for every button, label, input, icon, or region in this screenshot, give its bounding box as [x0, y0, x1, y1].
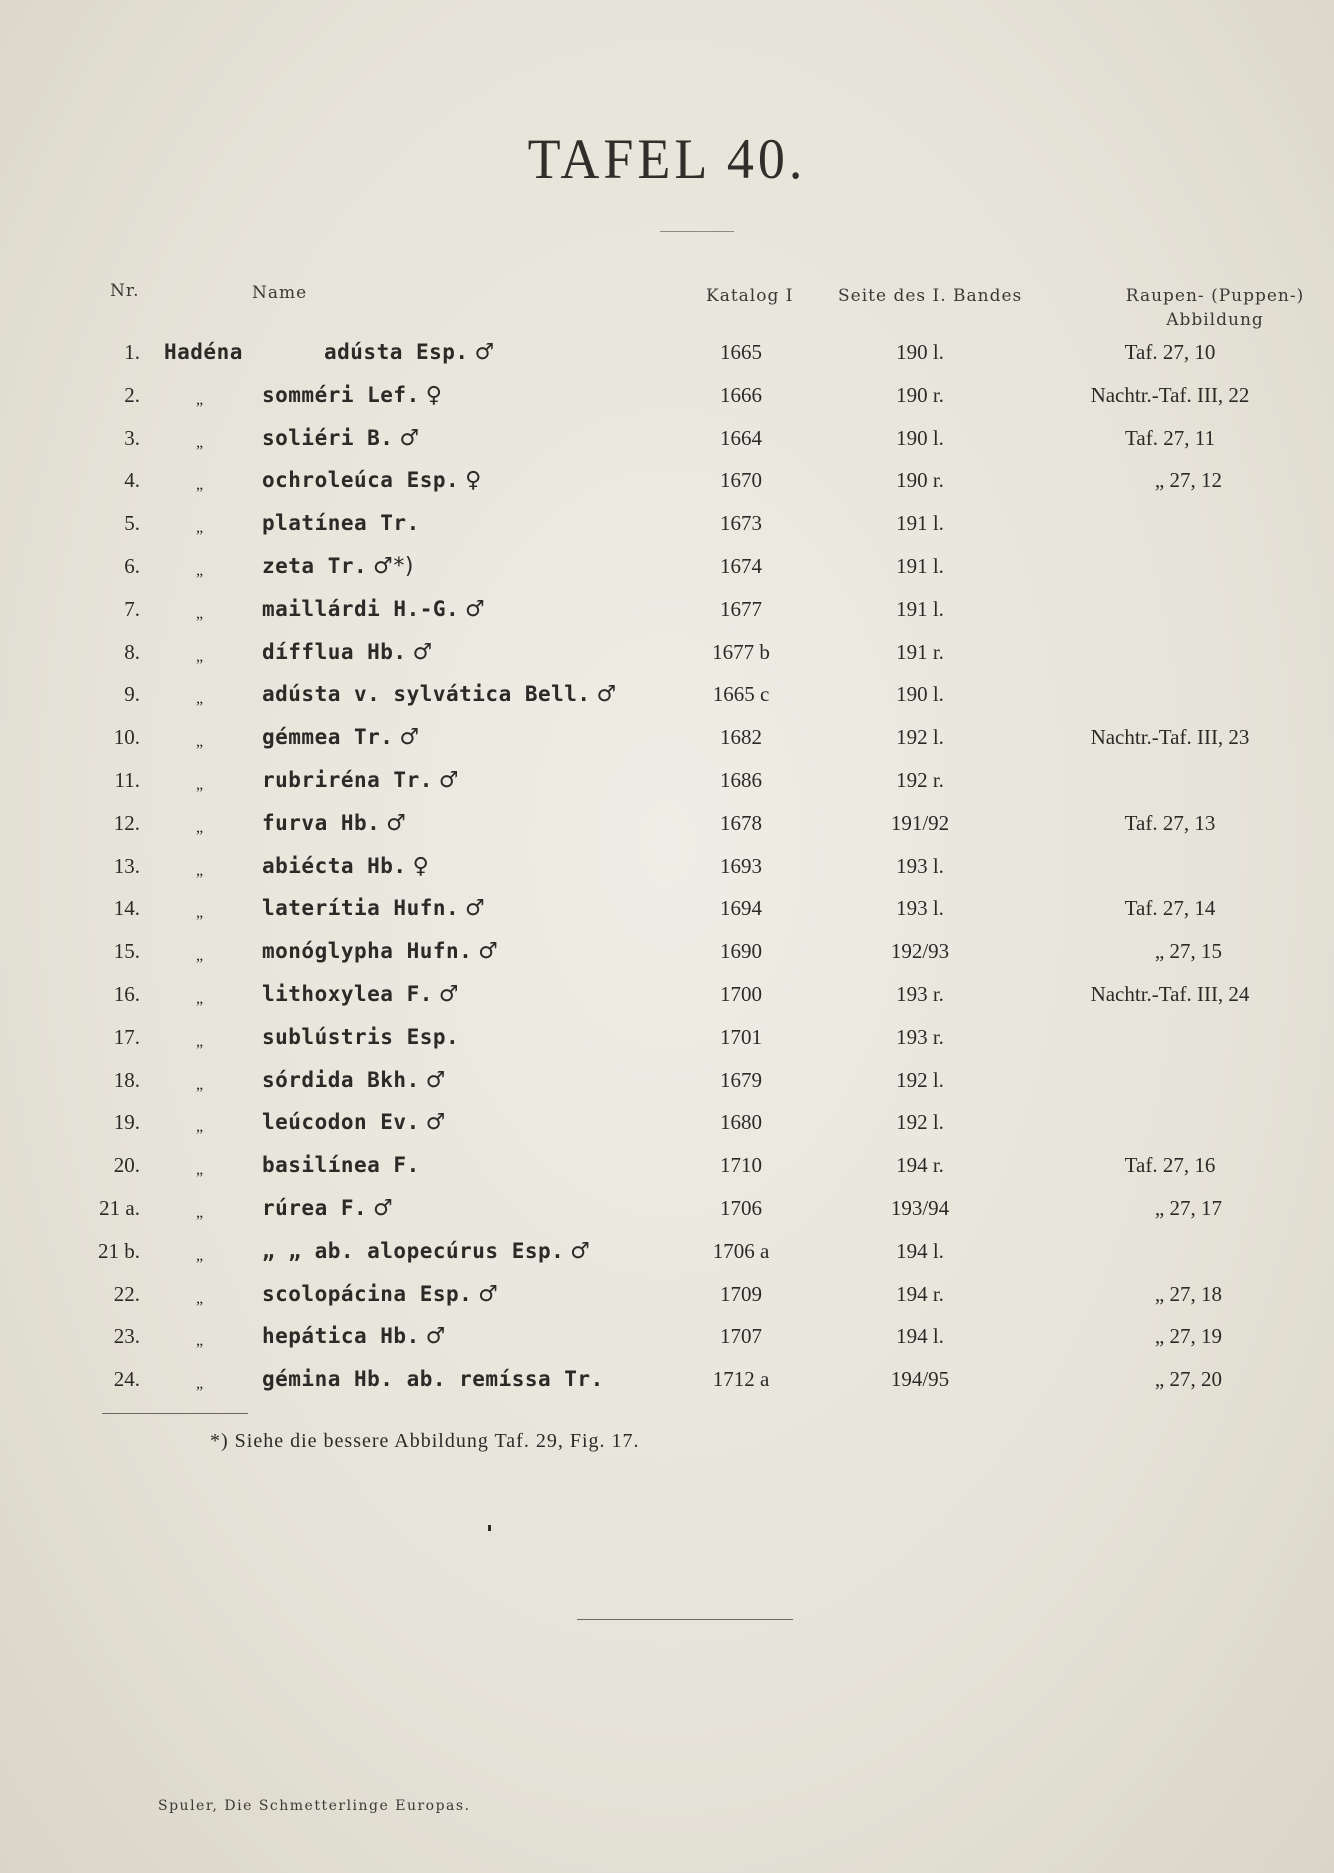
genus-name: Hadéna [164, 340, 243, 364]
katalog-number: 1670 [720, 468, 762, 493]
ditto-mark: „ [196, 476, 204, 494]
sex-symbol: ♂ [386, 810, 407, 836]
table-row [0, 1110, 1334, 1150]
ditto-mark: „ [196, 519, 204, 537]
page-reference: 191 l. [896, 554, 944, 578]
ditto-mark: „ [196, 904, 204, 922]
page-reference: 190 l. [896, 682, 944, 707]
table-row [0, 1282, 1334, 1322]
species-name-cell [262, 811, 407, 836]
sex-symbol: ♂ [478, 1281, 499, 1307]
larva-figure-reference: Nachtr.-Taf. III, 23 [1090, 725, 1250, 750]
species-name: soliéri B. [262, 425, 394, 450]
table-row [0, 1025, 1334, 1065]
sex-symbol: ♂ [425, 1324, 446, 1350]
page-title: TAFEL 40. [527, 127, 807, 191]
page-reference: 192/93 [890, 939, 950, 964]
species-name-cell [262, 1153, 420, 1177]
sex-symbol: ♀ [465, 468, 482, 494]
katalog-number: 1690 [720, 939, 762, 964]
katalog-number: 1706 a [712, 1238, 770, 1263]
sex-symbol: ♂ [596, 682, 617, 708]
katalog-number: 1680 [720, 1110, 762, 1135]
species-name-cell [262, 982, 459, 1007]
table-row [0, 811, 1334, 851]
species-name: scolopácina Esp. [262, 1281, 473, 1306]
larva-figure-reference: Taf. 27, 11 [1125, 425, 1215, 450]
katalog-number: 1679 [720, 1067, 762, 1092]
species-name-cell [262, 554, 414, 579]
table-row [0, 1367, 1334, 1407]
publisher-imprint: Spuler, Die Schmetterlinge Europas. [158, 1798, 471, 1814]
table-row [0, 725, 1334, 765]
table-row [0, 682, 1334, 722]
species-name-cell [262, 1025, 459, 1049]
page-reference: 194 l. [896, 1324, 944, 1349]
page-reference: 190 l. [896, 425, 944, 450]
species-name-cell [262, 1367, 604, 1391]
sex-symbol: ♂ [425, 1067, 446, 1093]
row-number: 2. [124, 382, 140, 407]
row-number: 4. [124, 468, 140, 493]
page-reference: 190 r. [896, 468, 944, 493]
species-name-cell [262, 1196, 393, 1221]
species-name: monóglypha Hufn. [262, 939, 473, 964]
species-name: rúrea F. [262, 1196, 368, 1220]
bottom-divider [577, 1619, 793, 1620]
species-name: dífflua Hb. [262, 639, 407, 664]
title-divider [660, 231, 734, 232]
species-name: sublústris Esp. [262, 1024, 460, 1049]
page-reference: 194 l. [896, 1238, 944, 1263]
row-number: 6. [124, 554, 140, 578]
header-name: Name [252, 283, 308, 303]
katalog-number: 1678 [720, 810, 762, 835]
species-name: platínea Tr. [262, 511, 420, 536]
row-number: 24. [113, 1367, 140, 1392]
footnote: *) Siehe die bessere Abbildung Taf. 29, Fig. 17. [210, 1430, 640, 1452]
table-row [0, 896, 1334, 936]
larva-figure-reference: Taf. 27, 10 [1124, 340, 1216, 364]
species-name: zeta Tr. [262, 554, 368, 578]
page-reference: 193 l. [896, 896, 944, 921]
ditto-mark: „ [196, 947, 204, 965]
header-raupen-line1: Raupen- (Puppen-) [1125, 286, 1305, 306]
page-reference: 192 l. [896, 725, 944, 750]
species-name-cell [262, 854, 429, 879]
sex-symbol: ♂ [438, 768, 460, 793]
ditto-mark: „ [196, 647, 204, 665]
species-name: gémina Hb. ab. remíssa Tr. [262, 1367, 604, 1392]
species-name-cell [324, 340, 495, 365]
table-row [0, 1153, 1334, 1193]
species-name: somméri Lef. [262, 382, 420, 407]
sex-symbol: ♀ [412, 853, 430, 879]
katalog-number: 1700 [720, 982, 762, 1006]
sex-symbol: ♂ [478, 939, 499, 965]
ditto-mark: „ [196, 1118, 204, 1136]
table-row [0, 768, 1334, 808]
ditto-mark: „ [196, 861, 204, 879]
species-name: adústa Esp. [324, 340, 469, 364]
row-number: 18. [113, 1067, 140, 1092]
species-name-cell [262, 1110, 446, 1135]
species-name-cell [262, 939, 499, 964]
species-name: adústa v. sylvática Bell. [262, 682, 591, 707]
species-name-cell [262, 768, 459, 793]
species-name: sórdida Bkh. [262, 1067, 420, 1092]
larva-figure-reference: Taf. 27, 13 [1124, 810, 1216, 835]
sex-symbol: ♂*) [373, 554, 414, 579]
larva-figure-reference: „ 27, 12 [1154, 468, 1222, 493]
row-number: 16. [113, 982, 140, 1006]
page-reference: 190 l. [896, 340, 944, 364]
sex-symbol: ♂ [465, 596, 486, 622]
species-name-cell [262, 682, 617, 707]
ditto-mark: „ [196, 604, 204, 622]
ditto-mark: „ [196, 1289, 204, 1307]
row-number: 17. [113, 1024, 140, 1049]
katalog-number: 1709 [720, 1281, 762, 1306]
page-reference: 194 r. [896, 1153, 944, 1178]
row-number: 8. [124, 639, 140, 664]
header-seite: Seite des I. Bandes [838, 286, 1023, 306]
species-name: laterítia Hufn. [262, 896, 460, 921]
page-reference: 193 r. [896, 1024, 944, 1049]
larva-figure-reference: Nachtr.-Taf. III, 24 [1090, 982, 1250, 1006]
ditto-mark: „ [196, 1204, 204, 1221]
ditto-mark: „ [196, 733, 204, 751]
table-row [0, 468, 1334, 508]
sex-symbol: ♂ [399, 425, 420, 451]
row-number: 7. [124, 596, 140, 621]
species-name-cell [262, 426, 420, 451]
footnote-divider [102, 1413, 248, 1414]
species-name-cell [262, 896, 485, 921]
row-number: 3. [124, 425, 140, 450]
table-row [0, 640, 1334, 680]
ditto-mark: „ [196, 1375, 204, 1393]
katalog-number: 1701 [720, 1024, 762, 1049]
page-reference: 194 r. [896, 1281, 944, 1306]
header-raupen-line2: Abbildung [1166, 310, 1264, 330]
species-name: „ „ ab. alopecúrus Esp. [262, 1238, 565, 1263]
species-name-cell [262, 597, 485, 622]
table-row [0, 597, 1334, 637]
species-name-cell [262, 1282, 499, 1307]
larva-figure-reference: „ 27, 15 [1154, 939, 1222, 964]
species-name: hepática Hb. [262, 1324, 420, 1349]
table-row [0, 511, 1334, 551]
species-name: ochroleúca Esp. [262, 468, 460, 493]
row-number: 9. [124, 682, 140, 707]
table-row [0, 554, 1334, 594]
page-reference: 191 l. [896, 511, 944, 536]
table-row [0, 854, 1334, 894]
table-row [0, 340, 1334, 380]
row-number: 13. [113, 853, 140, 878]
ditto-mark: „ [196, 433, 204, 451]
row-number: 22. [113, 1281, 140, 1306]
row-number: 19. [113, 1110, 140, 1135]
species-name-cell [262, 511, 420, 535]
katalog-number: 1710 [720, 1153, 762, 1178]
header-katalog: Katalog I [706, 286, 794, 306]
ditto-mark: „ [196, 1032, 204, 1050]
species-name: lithoxylea F. [262, 982, 433, 1006]
species-name-cell [262, 383, 442, 408]
page-reference: 192 l. [896, 1110, 944, 1135]
sex-symbol: ♂ [399, 725, 420, 751]
row-number: 11. [114, 768, 140, 792]
ditto-mark: „ [196, 1246, 204, 1264]
katalog-number: 1664 [720, 425, 762, 450]
species-name-cell [262, 1239, 591, 1264]
ink-speck [488, 1525, 491, 1531]
katalog-number: 1706 [720, 1196, 762, 1220]
larva-figure-reference: „ 27, 17 [1154, 1196, 1222, 1220]
species-name: gémmea Tr. [262, 725, 394, 750]
species-name-cell [262, 725, 420, 750]
page-reference: 194/95 [890, 1367, 950, 1392]
katalog-number: 1693 [720, 853, 762, 878]
ditto-mark: „ [196, 1075, 204, 1093]
page-reference: 192 l. [896, 1067, 944, 1092]
header-nr: Nr. [110, 281, 140, 301]
katalog-number: 1694 [720, 896, 762, 921]
larva-figure-reference: „ 27, 18 [1154, 1281, 1222, 1306]
katalog-number: 1665 [720, 340, 762, 364]
row-number: 21 a. [99, 1196, 140, 1220]
page-reference: 192 r. [896, 768, 944, 792]
sex-symbol: ♀ [425, 382, 443, 408]
row-number: 14. [113, 896, 140, 921]
row-number: 23. [113, 1324, 140, 1349]
ditto-mark: „ [196, 562, 204, 579]
row-number: 15. [113, 939, 140, 964]
row-number: 5. [124, 511, 140, 536]
table-row [0, 426, 1334, 466]
species-name-cell [262, 640, 433, 665]
species-name-cell [262, 1068, 446, 1093]
sex-symbol: ♂ [425, 1110, 446, 1136]
species-name-cell [262, 468, 482, 493]
page-reference: 190 r. [896, 382, 944, 407]
row-number: 20. [113, 1153, 140, 1178]
page-reference: 191 l. [896, 596, 944, 621]
larva-figure-reference: Taf. 27, 16 [1124, 1153, 1216, 1178]
table-row [0, 1068, 1334, 1108]
sex-symbol: ♂ [412, 639, 433, 665]
row-number: 12. [113, 810, 140, 835]
species-name-cell [262, 1324, 446, 1349]
katalog-number: 1677 b [712, 639, 770, 664]
table-row [0, 383, 1334, 423]
table-row [0, 939, 1334, 979]
row-number: 21 b. [98, 1238, 140, 1263]
larva-figure-reference: Taf. 27, 14 [1124, 896, 1216, 921]
sex-symbol: ♂ [373, 1196, 394, 1221]
page-reference: 193 l. [896, 853, 944, 878]
sex-symbol: ♂ [474, 340, 495, 365]
katalog-number: 1682 [720, 725, 762, 750]
species-name: furva Hb. [262, 810, 381, 835]
species-name: basilínea F. [262, 1153, 420, 1178]
species-name: abiécta Hb. [262, 853, 407, 878]
table-row [0, 1239, 1334, 1279]
page-reference: 193/94 [890, 1196, 950, 1220]
katalog-number: 1686 [720, 768, 762, 792]
ditto-mark: „ [196, 690, 204, 708]
species-name: leúcodon Ev. [262, 1110, 420, 1135]
ditto-mark: „ [196, 1161, 204, 1179]
ditto-mark: „ [196, 776, 204, 793]
species-name: maillárdi H.-G. [262, 596, 460, 621]
sex-symbol: ♂ [465, 896, 486, 922]
larva-figure-reference: „ 27, 19 [1154, 1324, 1222, 1349]
ditto-mark: „ [196, 1332, 204, 1350]
row-number: 1. [124, 340, 140, 364]
larva-figure-reference: „ 27, 20 [1154, 1367, 1222, 1392]
table-row [0, 982, 1334, 1022]
katalog-number: 1712 a [712, 1367, 770, 1392]
katalog-number: 1707 [720, 1324, 762, 1349]
katalog-number: 1677 [720, 596, 762, 621]
ditto-mark: „ [196, 390, 204, 408]
katalog-number: 1666 [720, 382, 762, 407]
table-row [0, 1324, 1334, 1364]
larva-figure-reference: Nachtr.-Taf. III, 22 [1090, 382, 1250, 407]
page-reference: 193 r. [896, 982, 944, 1006]
katalog-number: 1673 [720, 511, 762, 536]
ditto-mark: „ [196, 818, 204, 836]
table-row [0, 1196, 1334, 1236]
sex-symbol: ♂ [570, 1238, 591, 1264]
ditto-mark: „ [196, 990, 204, 1007]
species-name: rubriréna Tr. [262, 768, 433, 792]
row-number: 10. [113, 725, 140, 750]
sex-symbol: ♂ [438, 982, 460, 1007]
page-reference: 191/92 [890, 810, 950, 835]
katalog-number: 1665 c [712, 682, 770, 707]
katalog-number: 1674 [720, 554, 762, 578]
page-reference: 191 r. [896, 639, 944, 664]
